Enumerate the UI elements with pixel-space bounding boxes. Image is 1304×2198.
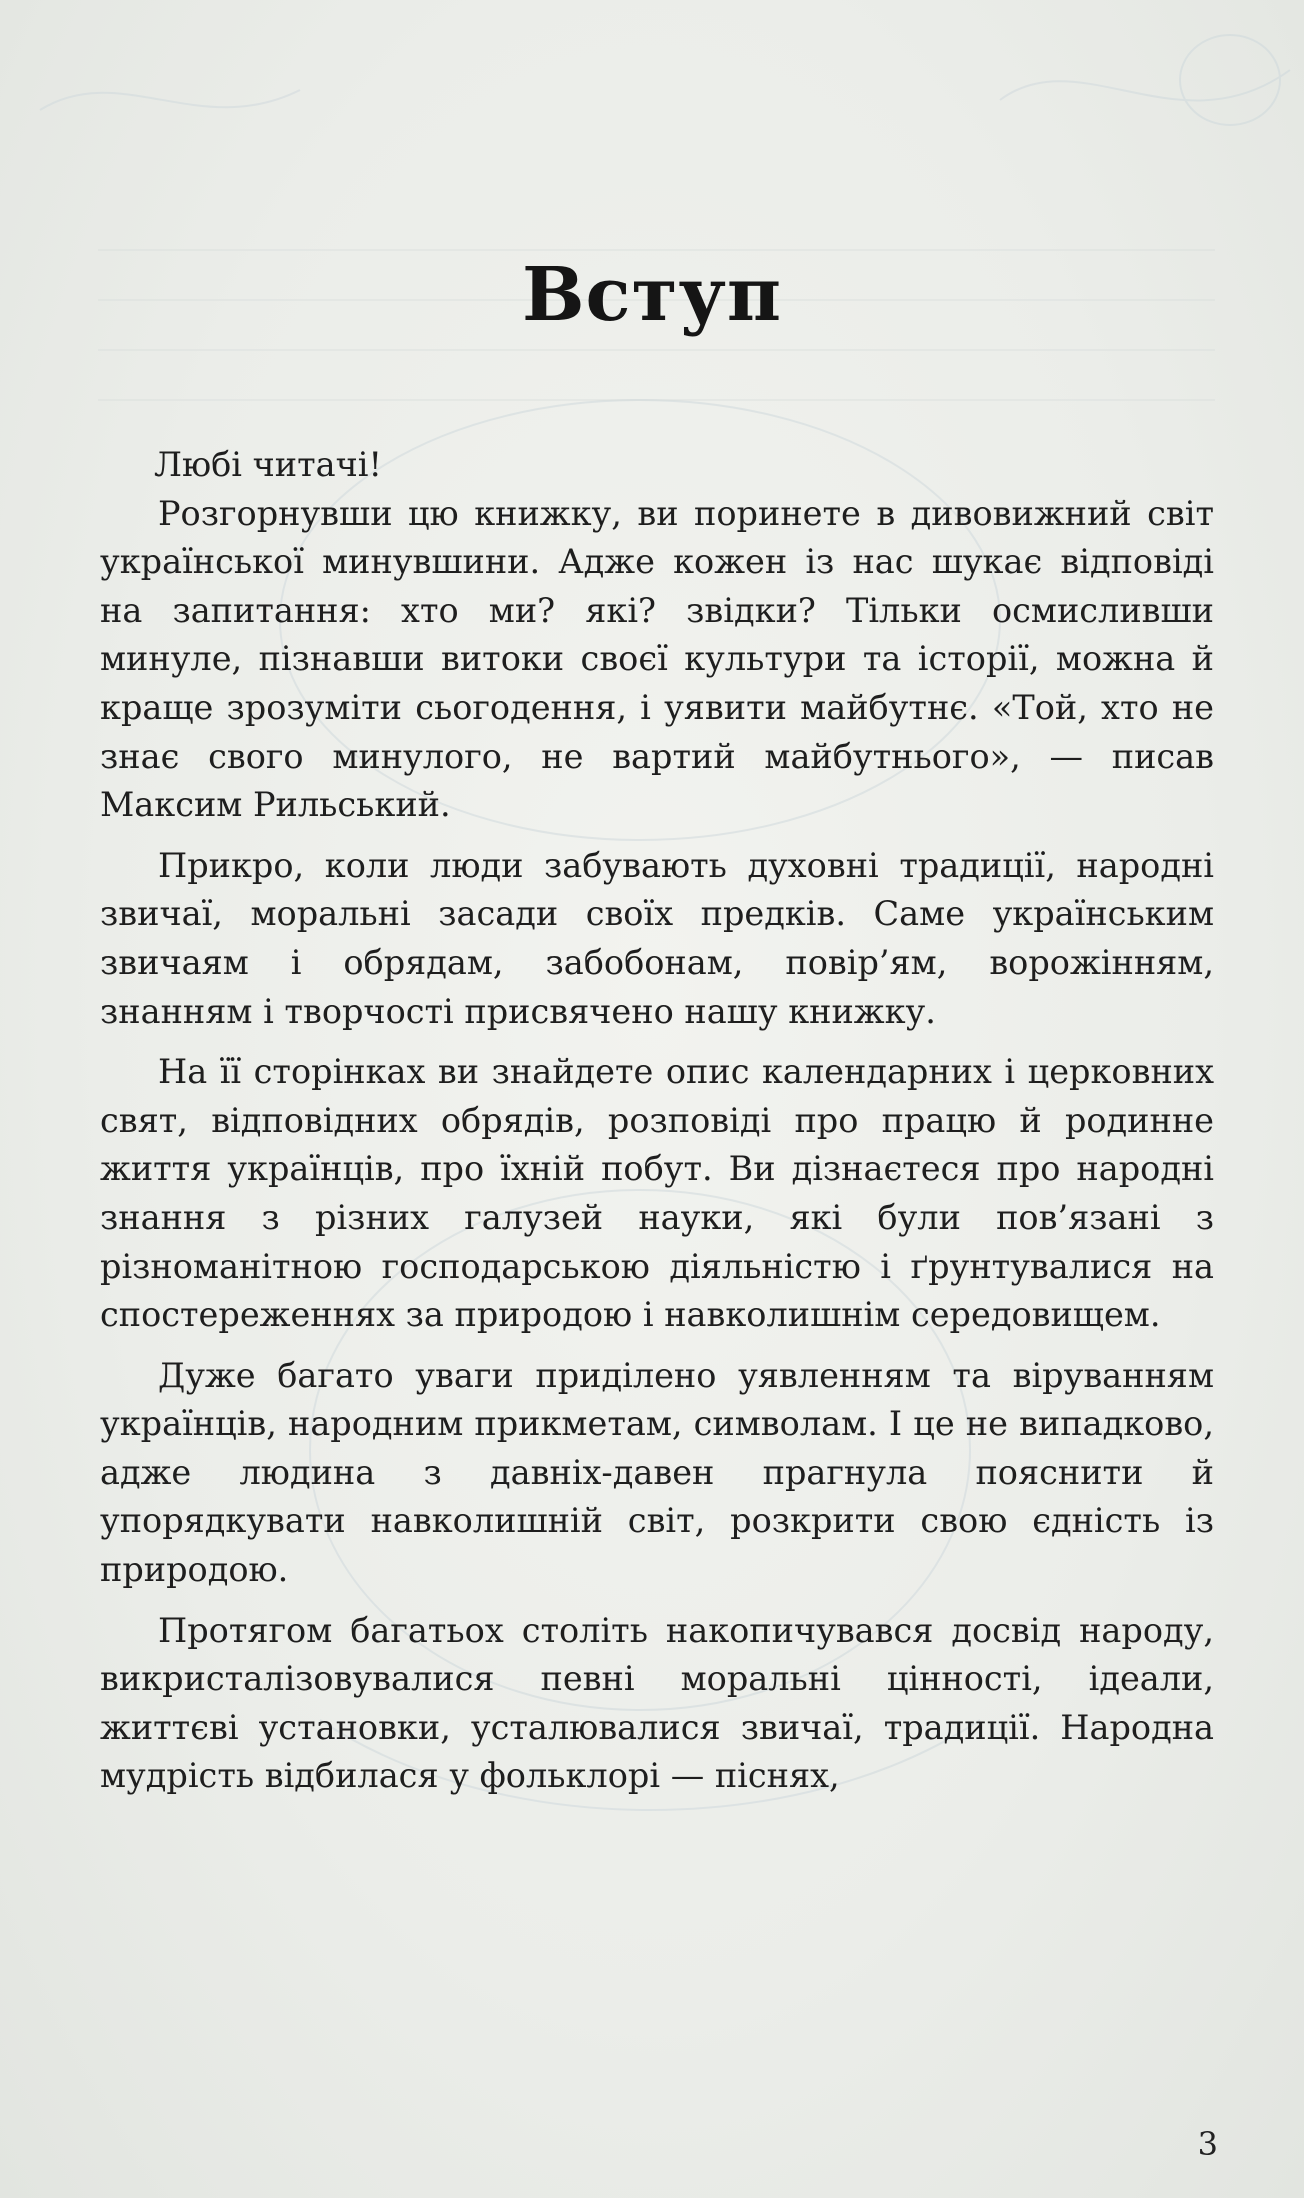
paragraph: Прикро, коли люди забувають духовні традиції, народні звичаї, моральні засади своїх предків. Саме українським звичаям і обрядам, забобонам, повір’ям, ворожінням, знанням і творчості присвячено нашу книжку. [100,845,1214,1031]
paragraph: Розгорнувши цю книжку, ви поринете в дивовижний світ української минувшини. Адже кожен із нас шукає відповіді на запитання: хто ми? які? звідки? Тільки осмисливши минуле, пізнавши витоки своєї культури та історії, можна й краще зрозуміти сьогодення, і уявити майбутнє. «Той, хто не знає свого минулого, не вартий майбутнього», — писав Максим Рильський. [100,493,1214,825]
paragraph: Дуже багато уваги приділено уявленням та віруванням українців, народним прикметам, символам. І це не випадково, адже людина з давніх-давен прагнула пояснити й упорядкувати навколишній світ, розкрити свою єдність із природою. [100,1355,1214,1590]
chapter-title: Вступ [522,252,782,338]
body-text [100,441,1214,1813]
paragraph-greeting: Любі читачі! [154,445,382,484]
paragraph: На її сторінках ви знайдете опис календарних і церковних свят, відповідних обрядів, розповіді про працю й родинне життя українців, про їхній побут. Ви дізнаєтеся про народні знання з різних галузей науки, які були пов’язані з різноманітною господарською діяльністю і ґрунтувалися на спостереженнях за природою і навколишнім середовищем. [100,1052,1214,1335]
page-number: 3 [1197,2125,1218,2163]
paragraph: Протягом багатьох століть накопичувався досвід народу, викристалізовувалися певні моральні цінності, ідеали, життєві установки, усталювалися звичаї, традиції. Народна мудрість відбилася у фольклорі — піснях, [100,1610,1214,1796]
